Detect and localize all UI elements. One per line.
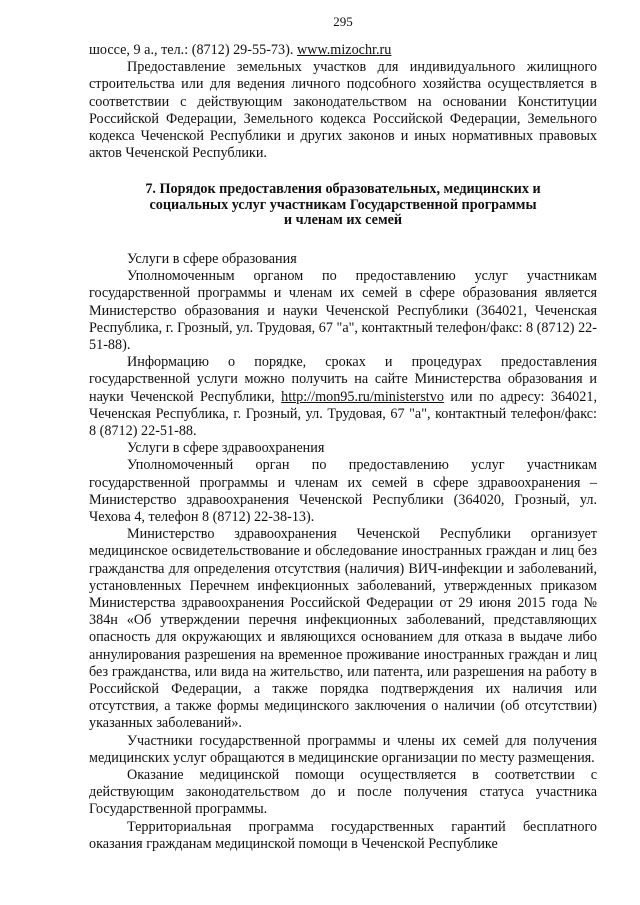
health-paragraph-5: Территориальная программа государственных гарантий бесплатного оказания гражданам медицинской помощи в Чеченской Республике — [89, 818, 597, 852]
section-title — [89, 182, 597, 229]
document-page — [89, 14, 597, 853]
health-paragraph-4: Оказание медицинской помощи осуществляется в соответствии с действующим законодательством до и после получения статуса участника Государственной программы. — [89, 767, 597, 818]
education-paragraph-2-before: Информацию о порядке, сроках и процедурах предоставления государственной услуги можно получить на сайте Министерства образования и науки Чеченской Республики, — [89, 354, 597, 405]
section-title-line-2: социальных услуг участникам Государственной программы — [149, 196, 537, 213]
health-paragraph-3: Участники государственной программы и члены их семей для получения медицинских услуг обращаются в медицинские организации по месту размещения. — [89, 732, 597, 766]
mizochr-link[interactable]: www.mizochr.ru — [296, 42, 392, 58]
land-paragraph: Предоставление земельных участков для индивидуального жилищного строительства или для ведения личного подсобного хозяйства осуществляется в соответствии с действующим законодательством на основании Конституции Российской Федерации, Земельного кодекса Российской Федерации, Земельного кодекса Чеченской Республики и других законов и иных нормативных правовых актов Чеченской Республики. — [89, 59, 597, 162]
health-paragraph-1: Уполномоченный орган по предоставлению услуг участникам государственной программы и членам их семей в сфере здравоохранения – Министерство здравоохранения Чеченской Республики (364020, Грозный, ул. Чехова 4, телефон 8 (8712) 22-38-13). — [89, 457, 597, 525]
section-title-line-3: и членам их семей — [283, 212, 403, 229]
section-title-line-1: 7. Порядок предоставления образовательных, медицинских и — [145, 181, 541, 198]
health-paragraph-2: Министерство здравоохранения Чеченской Республики организует медицинское освидетельствование и обследование иностранных граждан и лиц без гражданства для определения отсутствия (наличия) ВИЧ-инфекции и заболеваний, установленных Перечнем инфекционных заболеваний, утвержденных приказом Министерства здравоохранения Российской Федерации от 29 июня 2015 года № 384н «Об утверждении перечня инфекционных заболеваний, представляющих опасность для окружающих и являющихся основанием для отказа в выдаче либо аннулирования разрешения на временное проживание иностранных граждан и лиц без гражданства, или вида на жительство, или патента, или разрешения на работу в Российской Федерации, а также порядка подтверждения их наличия или отсутствия, а также формы медицинского заключения о наличии (об отсутствии) указанных заболеваний». — [89, 526, 597, 732]
education-paragraph-2-after: или по адресу: 364021, Чеченская Республика, г. Грозный, ул. Трудовая, 67 "а", контактный телефон/факс: 8 (8712) 22-51-88. — [89, 388, 598, 439]
education-heading: Услуги в сфере образования — [127, 250, 297, 267]
education-paragraph-1: Уполномоченным органом по предоставлению услуг участникам государственной программы и членам их семей в сфере образования является Министерство образования и науки Чеченской Республики (364021, Чеченская Республика, г. Грозный, ул. Трудовая, 67 "а", контактный телефон/факс: 8 (8712) 22-51-88). — [89, 268, 597, 353]
mon95-link[interactable]: http://mon95.ru/ministerstvo — [281, 388, 444, 405]
education-paragraph-2 — [89, 354, 597, 440]
health-heading: Услуги в сфере здравоохранения — [127, 440, 325, 457]
page-number: 295 — [333, 14, 353, 29]
intro-address-line — [89, 42, 597, 59]
intro-address-text: шоссе, 9 а., тел.: (8712) 29-55-73). — [89, 42, 297, 58]
